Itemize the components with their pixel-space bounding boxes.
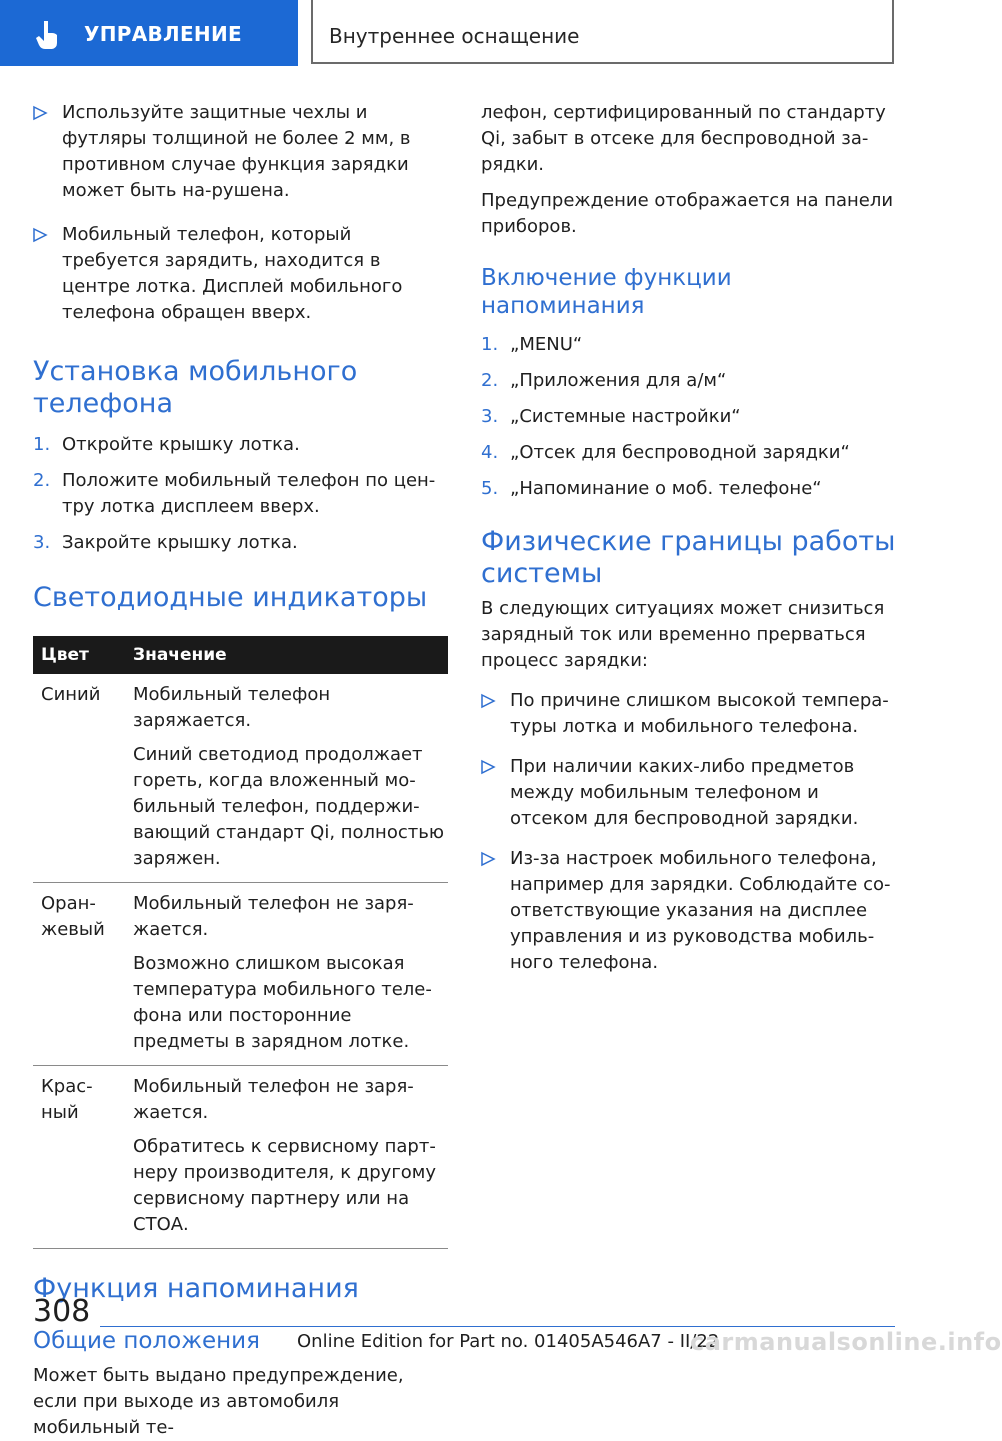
step-text: „MENU“ xyxy=(510,334,583,355)
cell-color: Крас-ный xyxy=(33,1066,121,1249)
led-table xyxy=(33,636,448,1249)
hand-pointer-icon xyxy=(30,17,66,53)
step-text: „Отсек для беспроводной зарядки“ xyxy=(510,442,850,463)
step-number: 1. xyxy=(481,334,499,355)
list-item-text: Используйте защитные чехлы и футляры толщиной не более 2 мм, в противном случае функция зарядки может быть на-рушена. xyxy=(62,102,411,201)
step-number: 4. xyxy=(481,442,499,463)
step-text: „Системные настройки“ xyxy=(510,406,741,427)
col-header-color: Цвет xyxy=(33,636,121,674)
cell-meaning xyxy=(121,1066,448,1249)
step-text: Откройте крышку лотка. xyxy=(62,434,300,455)
list-item xyxy=(481,688,896,740)
list-item xyxy=(481,754,896,832)
cell-color: Оран-жевый xyxy=(33,883,121,1066)
meaning-line: Обратитесь к сервисному парт-неру производителя, к другому сервисному партнеру или на СТОА. xyxy=(133,1136,437,1235)
list-item-text: Мобильный телефон, который требуется зарядить, находится в центре лотка. Дисплей мобильного телефона обращен вверх. xyxy=(62,224,403,323)
install-step xyxy=(33,432,448,458)
warning-text: Предупреждение отображается на панели приборов. xyxy=(481,190,894,237)
enable-step xyxy=(481,476,896,502)
header-tab-label: УПРАВЛЕНИЕ xyxy=(84,22,242,46)
edition-text: Online Edition for Part no. 01405A546A7 - II/22 xyxy=(297,1331,720,1352)
meaning-line: Мобильный телефон заряжается. xyxy=(133,684,331,731)
led-heading: Светодиодные индикаторы xyxy=(33,582,428,613)
col-header-meaning: Значение xyxy=(121,636,448,674)
triangle-bullet-icon xyxy=(481,760,495,774)
enable-step xyxy=(481,368,896,394)
cell-meaning xyxy=(121,883,448,1066)
enable-step xyxy=(481,440,896,466)
left-column xyxy=(33,100,448,1441)
table-row xyxy=(33,883,448,1066)
limits-heading: Физические границы работы системы xyxy=(481,526,896,589)
triangle-bullet-icon xyxy=(481,694,495,708)
step-text: Положите мобильный телефон по цен-тру лотка дисплеем вверх. xyxy=(62,470,436,517)
enable-step xyxy=(481,332,896,358)
step-text: „Напоминание о моб. телефоне“ xyxy=(510,478,822,499)
step-number: 2. xyxy=(33,470,51,491)
list-item-text: При наличии каких-либо предметов между мобильным телефоном и отсеком для беспроводной зарядки. xyxy=(510,756,859,829)
triangle-bullet-icon xyxy=(481,852,495,866)
step-number: 1. xyxy=(33,434,51,455)
list-item-text: Из-за настроек мобильного телефона, например для зарядки. Соблюдайте со-ответствующие указания на дисплее управления и из руководства мобиль-ного телефона. xyxy=(510,848,891,973)
list-item xyxy=(33,222,448,326)
list-item-text: По причине слишком высокой темпера-туры лотка и мобильного телефона. xyxy=(510,690,889,737)
step-text: „Приложения для а/м“ xyxy=(510,370,727,391)
install-heading: Установка мобильного телефона xyxy=(33,356,358,419)
meaning-line: Возможно слишком высокая температура мобильного теле-фона или посторонние предметы в зарядном лотке. xyxy=(133,953,432,1052)
cell-color: Синий xyxy=(33,674,121,883)
right-column xyxy=(481,100,896,976)
step-number: 5. xyxy=(481,478,499,499)
continued-text: лефон, сертифицированный по стандарту Qi, забыт в отсеке для беспроводной за-рядки. xyxy=(481,102,886,175)
install-step xyxy=(33,530,448,556)
enable-step xyxy=(481,404,896,430)
page-number: 308 xyxy=(33,1294,91,1329)
cell-meaning xyxy=(121,674,448,883)
enable-heading: Включение функции напоминания xyxy=(481,265,732,319)
meaning-line: Мобильный телефон не заря-жается. xyxy=(133,893,414,940)
step-number: 2. xyxy=(481,370,499,391)
table-row xyxy=(33,1066,448,1249)
meaning-line: Мобильный телефон не заря-жается. xyxy=(133,1076,414,1123)
step-number: 3. xyxy=(33,532,51,553)
meaning-line: Синий светодиод продолжает гореть, когда вложенный мо-бильный телефон, поддержи-вающий стандарт Qi, полностью заряжен. xyxy=(133,744,444,869)
watermark: carmanualsonline.info xyxy=(690,1328,1002,1356)
list-item xyxy=(33,100,448,204)
general-heading: Общие положения xyxy=(33,1328,260,1354)
reminder-heading: Функция напоминания xyxy=(33,1273,359,1304)
limits-intro: В следующих ситуациях может снизиться зарядный ток или временно прерваться процесс зарядки: xyxy=(481,598,885,671)
triangle-bullet-icon xyxy=(33,228,47,242)
list-item xyxy=(481,846,896,976)
section-title: Внутреннее оснащение xyxy=(329,24,580,48)
header-tab xyxy=(0,0,298,66)
step-number: 3. xyxy=(481,406,499,427)
triangle-bullet-icon xyxy=(33,106,47,120)
table-row xyxy=(33,674,448,883)
step-text: Закройте крышку лотка. xyxy=(62,532,298,553)
footer-divider xyxy=(100,1326,895,1327)
general-text: Может быть выдано предупреждение, если при выходе из автомобиля мобильный те- xyxy=(33,1365,404,1438)
install-step xyxy=(33,468,448,520)
header-section xyxy=(311,0,894,64)
